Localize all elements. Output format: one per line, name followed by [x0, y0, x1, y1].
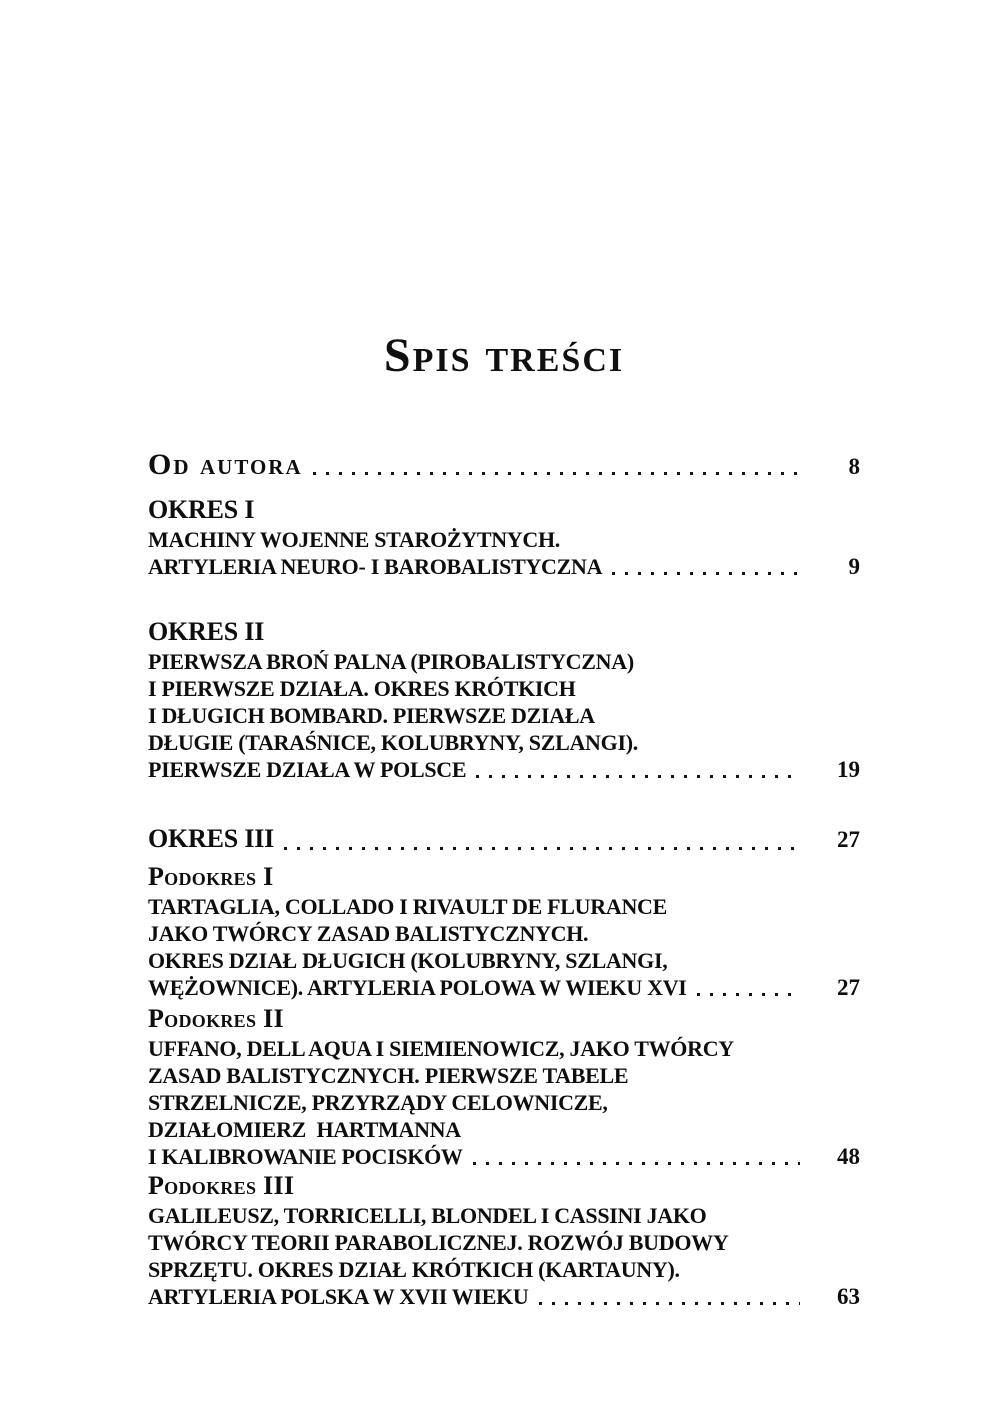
entry-line: MACHINY WOJENNE STAROŻYTNYCH.: [148, 527, 560, 552]
page-number: 8: [848, 454, 860, 479]
dot-leader: [539, 1302, 800, 1305]
page-number: 63: [837, 1284, 860, 1309]
entry-line: I DŁUGICH BOMBARD. PIERWSZE DZIAŁA: [148, 703, 595, 728]
toc-row: [148, 1283, 860, 1310]
page-number: 27: [837, 975, 860, 1000]
toc-entry-podokres-1: [148, 861, 860, 1001]
entry-line: WĘŻOWNICE). ARTYLERIA POLOWA W WIEKU XVI: [148, 975, 687, 1000]
entry-line: TWÓRCY TEORII PARABOLICZNEJ. ROZWÓJ BUDOWY: [148, 1230, 729, 1255]
entry-line: DŁUGIE (TARAŚNICE, KOLUBRYNY, SZLANGI).: [148, 730, 638, 755]
entry-line: DZIAŁOMIERZ HARTMANNA: [148, 1117, 461, 1142]
entry-line: ARTYLERIA POLSKA W XVII WIEKU: [148, 1284, 529, 1309]
entry-line: I KALIBROWANIE POCISKÓW: [148, 1144, 463, 1169]
toc-entry-okres-3: [148, 823, 860, 855]
entry-line: OKRES DZIAŁ DŁUGICH (KOLUBRYNY, SZLANGI,: [148, 948, 668, 973]
toc-row: [148, 823, 860, 855]
entry-line: PIERWSZA BROŃ PALNA (PIROBALISTYCZNA): [148, 649, 634, 674]
entry-heading: Od autora: [148, 448, 303, 481]
entry-heading: Podokres I: [148, 862, 274, 891]
page-title: Spis treści: [383, 329, 625, 382]
dot-leader: [473, 1162, 800, 1165]
dot-leader: [697, 993, 800, 996]
entry-line: UFFANO, DELL AQUA I SIEMIENOWICZ, JAKO TWÓRCY: [148, 1036, 734, 1061]
entry-heading: OKRES III: [148, 824, 275, 853]
page-number: 9: [848, 554, 860, 579]
dot-leader: [284, 847, 800, 850]
entry-line: ZASAD BALISTYCZNYCH. PIERWSZE TABELE: [148, 1063, 629, 1088]
entry-heading: OKRES II: [148, 617, 265, 646]
toc-entry-podokres-3: [148, 1170, 860, 1310]
entry-line: STRZELNICZE, PRZYRZĄDY CELOWNICZE,: [148, 1090, 608, 1115]
toc-entry-od-autora: [148, 450, 860, 480]
toc-row: [148, 1143, 860, 1170]
entry-line: GALILEUSZ, TORRICELLI, BLONDEL I CASSINI JAKO: [148, 1203, 707, 1228]
entry-line: PIERWSZE DZIAŁA W POLSCE: [148, 757, 467, 782]
dot-leader: [612, 572, 800, 575]
entry-line: JAKO TWÓRCY ZASAD BALISTYCZNYCH.: [148, 921, 589, 946]
entry-heading: OKRES I: [148, 495, 255, 524]
toc-row: [148, 553, 860, 580]
toc-entry-okres-2: [148, 616, 860, 783]
dot-leader: [476, 775, 800, 778]
entry-heading: Podokres II: [148, 1004, 284, 1033]
entry-line: SPRZĘTU. OKRES DZIAŁ KRÓTKICH (KARTAUNY).: [148, 1257, 680, 1282]
entry-heading: Podokres III: [148, 1171, 295, 1200]
dot-leader: [313, 472, 800, 475]
entry-line: ARTYLERIA NEURO- I BAROBALISTYCZNA: [148, 554, 603, 579]
toc-entry-podokres-2: [148, 1003, 860, 1170]
entry-line: TARTAGLIA, COLLADO I RIVAULT DE FLURANCE: [148, 894, 667, 919]
page-number: 19: [837, 757, 860, 782]
toc-row: [148, 450, 860, 480]
toc-row: [148, 756, 860, 783]
page-number: 27: [837, 827, 860, 852]
page-number: 48: [837, 1144, 860, 1169]
toc-entry-okres-1: [148, 494, 860, 580]
toc-row: [148, 974, 860, 1001]
entry-line: I PIERWSZE DZIAŁA. OKRES KRÓTKICH: [148, 676, 576, 701]
